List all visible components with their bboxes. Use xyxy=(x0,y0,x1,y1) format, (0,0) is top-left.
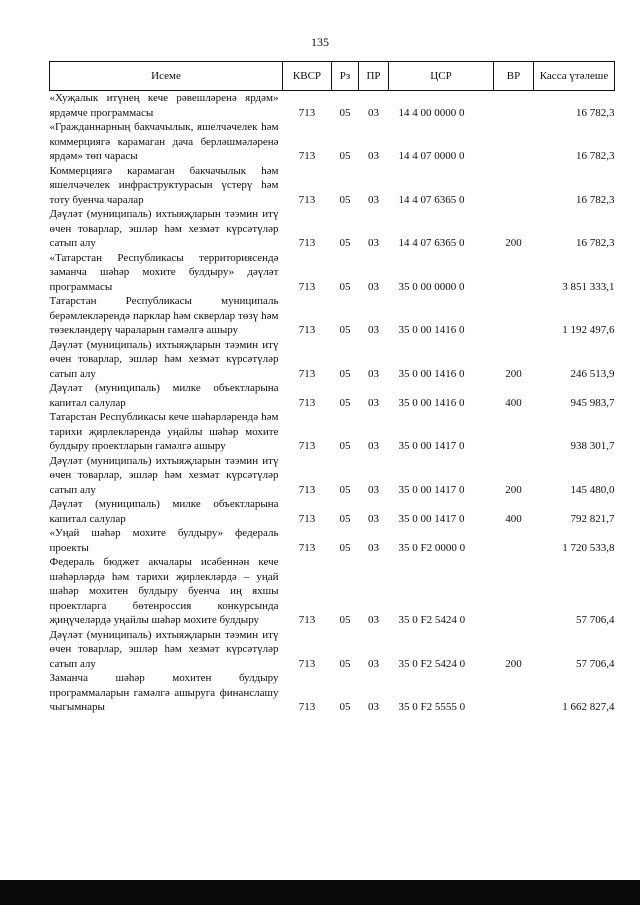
table-row xyxy=(50,120,615,164)
cell-rz: 05 xyxy=(339,483,351,496)
table-row xyxy=(50,526,615,555)
cell-csr: 35 0 F2 5424 0 xyxy=(398,657,466,670)
cell-vr xyxy=(494,120,534,164)
cell-name: Федераль бюджет акчалары исәбеннән кече шәһәрләрдә һәм тарихи җирлекләрдә – уңай шәһәр мохитен булдыру буенча иң яхшы проектларга бөтенроссия конкурсында җиңүчеләрдә уңайлы шәһәр мохите булдыру xyxy=(49,556,279,626)
cell-vr xyxy=(494,91,534,121)
cell-rz: 05 xyxy=(339,193,351,206)
cell-vr xyxy=(494,671,534,715)
cell-name: Татарстан Республикасы кече шәһәрләрендә һәм тарихи җирлекләрендә уңайлы шәһәр мохите булдыру проектларын гамәлгә ашыру xyxy=(49,411,279,452)
table-row xyxy=(50,381,615,410)
cell-kassa: 145 480,0 xyxy=(570,483,615,496)
cell-kvsr: 713 xyxy=(298,280,316,293)
cell-vr: 200 xyxy=(505,657,522,670)
cell-rz: 05 xyxy=(339,150,351,162)
cell-name: Татарстан Республикасы муниципаль берәмлекләрендә парклар һәм скверлар төзү һәм төзекләндерү чараларын гамәлгә ашыру xyxy=(49,295,279,336)
cell-csr: 35 0 00 1417 0 xyxy=(398,440,465,452)
cell-kvsr: 713 xyxy=(298,541,316,554)
cell-name: Дәүләт (муниципаль) ихтыяҗларын тәэмин итү өчен товарлар, эшләр һәм хезмәт күрсәтүләр сатып алу xyxy=(49,208,279,249)
cell-rz: 05 xyxy=(339,701,351,713)
cell-rz: 05 xyxy=(339,237,351,249)
cell-pr: 03 xyxy=(368,541,379,554)
cell-pr: 03 xyxy=(368,106,379,119)
cell-csr: 14 4 07 6365 0 xyxy=(398,237,465,249)
table-row xyxy=(50,497,615,526)
cell-vr: 400 xyxy=(505,396,522,409)
table-row xyxy=(50,294,615,338)
cell-kassa: 57 706,4 xyxy=(576,657,615,670)
cell-vr: 400 xyxy=(505,512,522,525)
table-row xyxy=(50,164,615,208)
cell-vr xyxy=(494,164,534,208)
cell-csr: 35 0 00 0000 0 xyxy=(398,280,465,293)
cell-kvsr: 713 xyxy=(298,483,316,496)
cell-kassa: 1 662 827,4 xyxy=(562,701,615,713)
cell-name: Коммерциягә карамаган бакчачылык һәм яшелчәчелек инфраструктурасын үстерү һәм тоту буенча чаралар xyxy=(49,164,279,206)
cell-pr: 03 xyxy=(368,657,379,670)
cell-pr: 03 xyxy=(368,193,379,206)
table-body xyxy=(50,91,615,715)
cell-pr: 03 xyxy=(368,367,379,380)
cell-kassa: 16 782,3 xyxy=(576,150,615,162)
cell-kassa: 945 983,7 xyxy=(570,396,615,409)
cell-vr xyxy=(494,410,534,454)
cell-csr: 14 4 07 0000 0 xyxy=(398,150,465,162)
cell-kassa: 246 513,9 xyxy=(570,367,615,380)
table-row xyxy=(50,454,615,498)
cell-pr: 03 xyxy=(368,483,379,496)
cell-kvsr: 713 xyxy=(298,614,316,626)
table-row xyxy=(50,410,615,454)
header-csr: ЦСР xyxy=(389,62,494,91)
cell-rz: 05 xyxy=(339,106,351,119)
cell-name: «Хуҗалык итүнең кече рәвешләренә ярдәм» ярдәмче программасы xyxy=(49,92,279,119)
header-vr: ВР xyxy=(494,62,534,91)
header-kvsr: КВСР xyxy=(283,62,332,91)
page-number: 135 xyxy=(311,35,329,49)
cell-name: «Гражданнарның бакчачылык, яшелчәчелек һәм коммерциягә карамаган дача берләшмәләренә ярдәм» төп чарасы xyxy=(49,121,279,162)
cell-rz: 05 xyxy=(339,541,351,554)
table-header xyxy=(50,62,615,91)
cell-rz: 05 xyxy=(339,614,351,626)
cell-pr: 03 xyxy=(368,440,379,452)
cell-name: Заманча шәһәр мохитен булдыру программаларын гамәлгә ашыруга финанслашу чыгымнары xyxy=(49,672,279,713)
cell-name: Дәүләт (муниципаль) милке объектларына капитал салулар xyxy=(49,382,279,409)
cell-pr: 03 xyxy=(368,150,379,162)
cell-csr: 35 0 00 1416 0 xyxy=(398,367,465,380)
cell-name: Дәүләт (муниципаль) милке объектларына капитал салулар xyxy=(49,498,279,525)
cell-kvsr: 713 xyxy=(298,396,316,409)
cell-kvsr: 713 xyxy=(298,193,316,206)
table-row xyxy=(50,338,615,382)
cell-pr: 03 xyxy=(368,280,379,293)
cell-kvsr: 713 xyxy=(298,367,316,380)
budget-table xyxy=(49,61,615,715)
cell-name: Дәүләт (муниципаль) ихтыяҗларын тәэмин итү өчен товарлар, эшләр һәм хезмәт күрсәтүләр сатып алу xyxy=(49,338,279,380)
table-row xyxy=(50,628,615,672)
cell-vr xyxy=(494,294,534,338)
cell-pr: 03 xyxy=(368,396,379,409)
cell-csr: 14 4 00 0000 0 xyxy=(398,106,465,119)
cell-vr: 200 xyxy=(505,237,522,249)
cell-kvsr: 713 xyxy=(298,106,316,119)
cell-csr: 35 0 00 1417 0 xyxy=(398,512,465,525)
cell-csr: 35 0 00 1417 0 xyxy=(398,483,465,496)
cell-rz: 05 xyxy=(339,396,351,409)
cell-vr xyxy=(494,555,534,628)
cell-csr: 35 0 00 1416 0 xyxy=(398,324,465,336)
cell-csr: 35 0 F2 0000 0 xyxy=(398,541,466,554)
cell-pr: 03 xyxy=(368,614,379,626)
cell-vr xyxy=(494,251,534,295)
cell-name: Дәүләт (муниципаль) ихтыяҗларын тәэмин итү өчен товарлар, эшләр һәм хезмәт күрсәтүләр сатып алу xyxy=(49,628,279,670)
header-name: Исеме xyxy=(50,62,283,91)
cell-name: «Уңай шәһәр мохите булдыру» федераль проекты xyxy=(49,527,279,554)
cell-kassa: 792 821,7 xyxy=(570,512,615,525)
cell-rz: 05 xyxy=(339,440,351,452)
cell-kvsr: 713 xyxy=(298,237,316,249)
table-row xyxy=(50,91,615,121)
header-pr: ПР xyxy=(359,62,389,91)
cell-pr: 03 xyxy=(368,701,379,713)
scan-edge xyxy=(0,880,640,905)
cell-kvsr: 713 xyxy=(298,701,316,713)
cell-vr: 200 xyxy=(505,367,522,380)
cell-name: «Татарстан Республикасы территориясендә заманча шәһәр мохите булдыру» дәүләт программасы xyxy=(49,251,279,293)
cell-rz: 05 xyxy=(339,367,351,380)
cell-kassa: 16 782,3 xyxy=(576,193,615,206)
cell-pr: 03 xyxy=(368,237,379,249)
cell-name: Дәүләт (муниципаль) ихтыяҗларын тәэмин итү өчен товарлар, эшләр һәм хезмәт күрсәтүләр сатып алу xyxy=(49,454,279,496)
cell-kvsr: 713 xyxy=(298,440,316,452)
table-row xyxy=(50,207,615,251)
cell-kassa: 16 782,3 xyxy=(576,237,615,249)
cell-kassa: 938 301,7 xyxy=(570,440,615,452)
cell-kassa: 1 192 497,6 xyxy=(562,324,615,336)
table-row xyxy=(50,671,615,715)
cell-csr: 35 0 F2 5555 0 xyxy=(398,701,466,713)
cell-kassa: 57 706,4 xyxy=(576,614,615,626)
cell-kvsr: 713 xyxy=(298,324,316,336)
cell-rz: 05 xyxy=(339,657,351,670)
table-row xyxy=(50,555,615,628)
cell-csr: 35 0 F2 5424 0 xyxy=(398,614,466,626)
cell-kvsr: 713 xyxy=(298,512,316,525)
cell-pr: 03 xyxy=(368,512,379,525)
cell-csr: 35 0 00 1416 0 xyxy=(398,396,465,409)
cell-csr: 14 4 07 6365 0 xyxy=(398,193,465,206)
cell-vr: 200 xyxy=(505,483,522,496)
cell-vr xyxy=(494,526,534,555)
cell-rz: 05 xyxy=(339,512,351,525)
header-rz: Рз xyxy=(332,62,359,91)
cell-rz: 05 xyxy=(339,324,351,336)
cell-kassa: 16 782,3 xyxy=(576,106,615,119)
cell-pr: 03 xyxy=(368,324,379,336)
cell-kvsr: 713 xyxy=(298,657,316,670)
header-kassa: Касса үтәлеше xyxy=(534,62,615,91)
cell-rz: 05 xyxy=(339,280,351,293)
cell-kvsr: 713 xyxy=(298,150,316,162)
table-row xyxy=(50,251,615,295)
cell-kassa: 3 851 333,1 xyxy=(562,280,615,293)
cell-kassa: 1 720 533,8 xyxy=(562,541,615,554)
